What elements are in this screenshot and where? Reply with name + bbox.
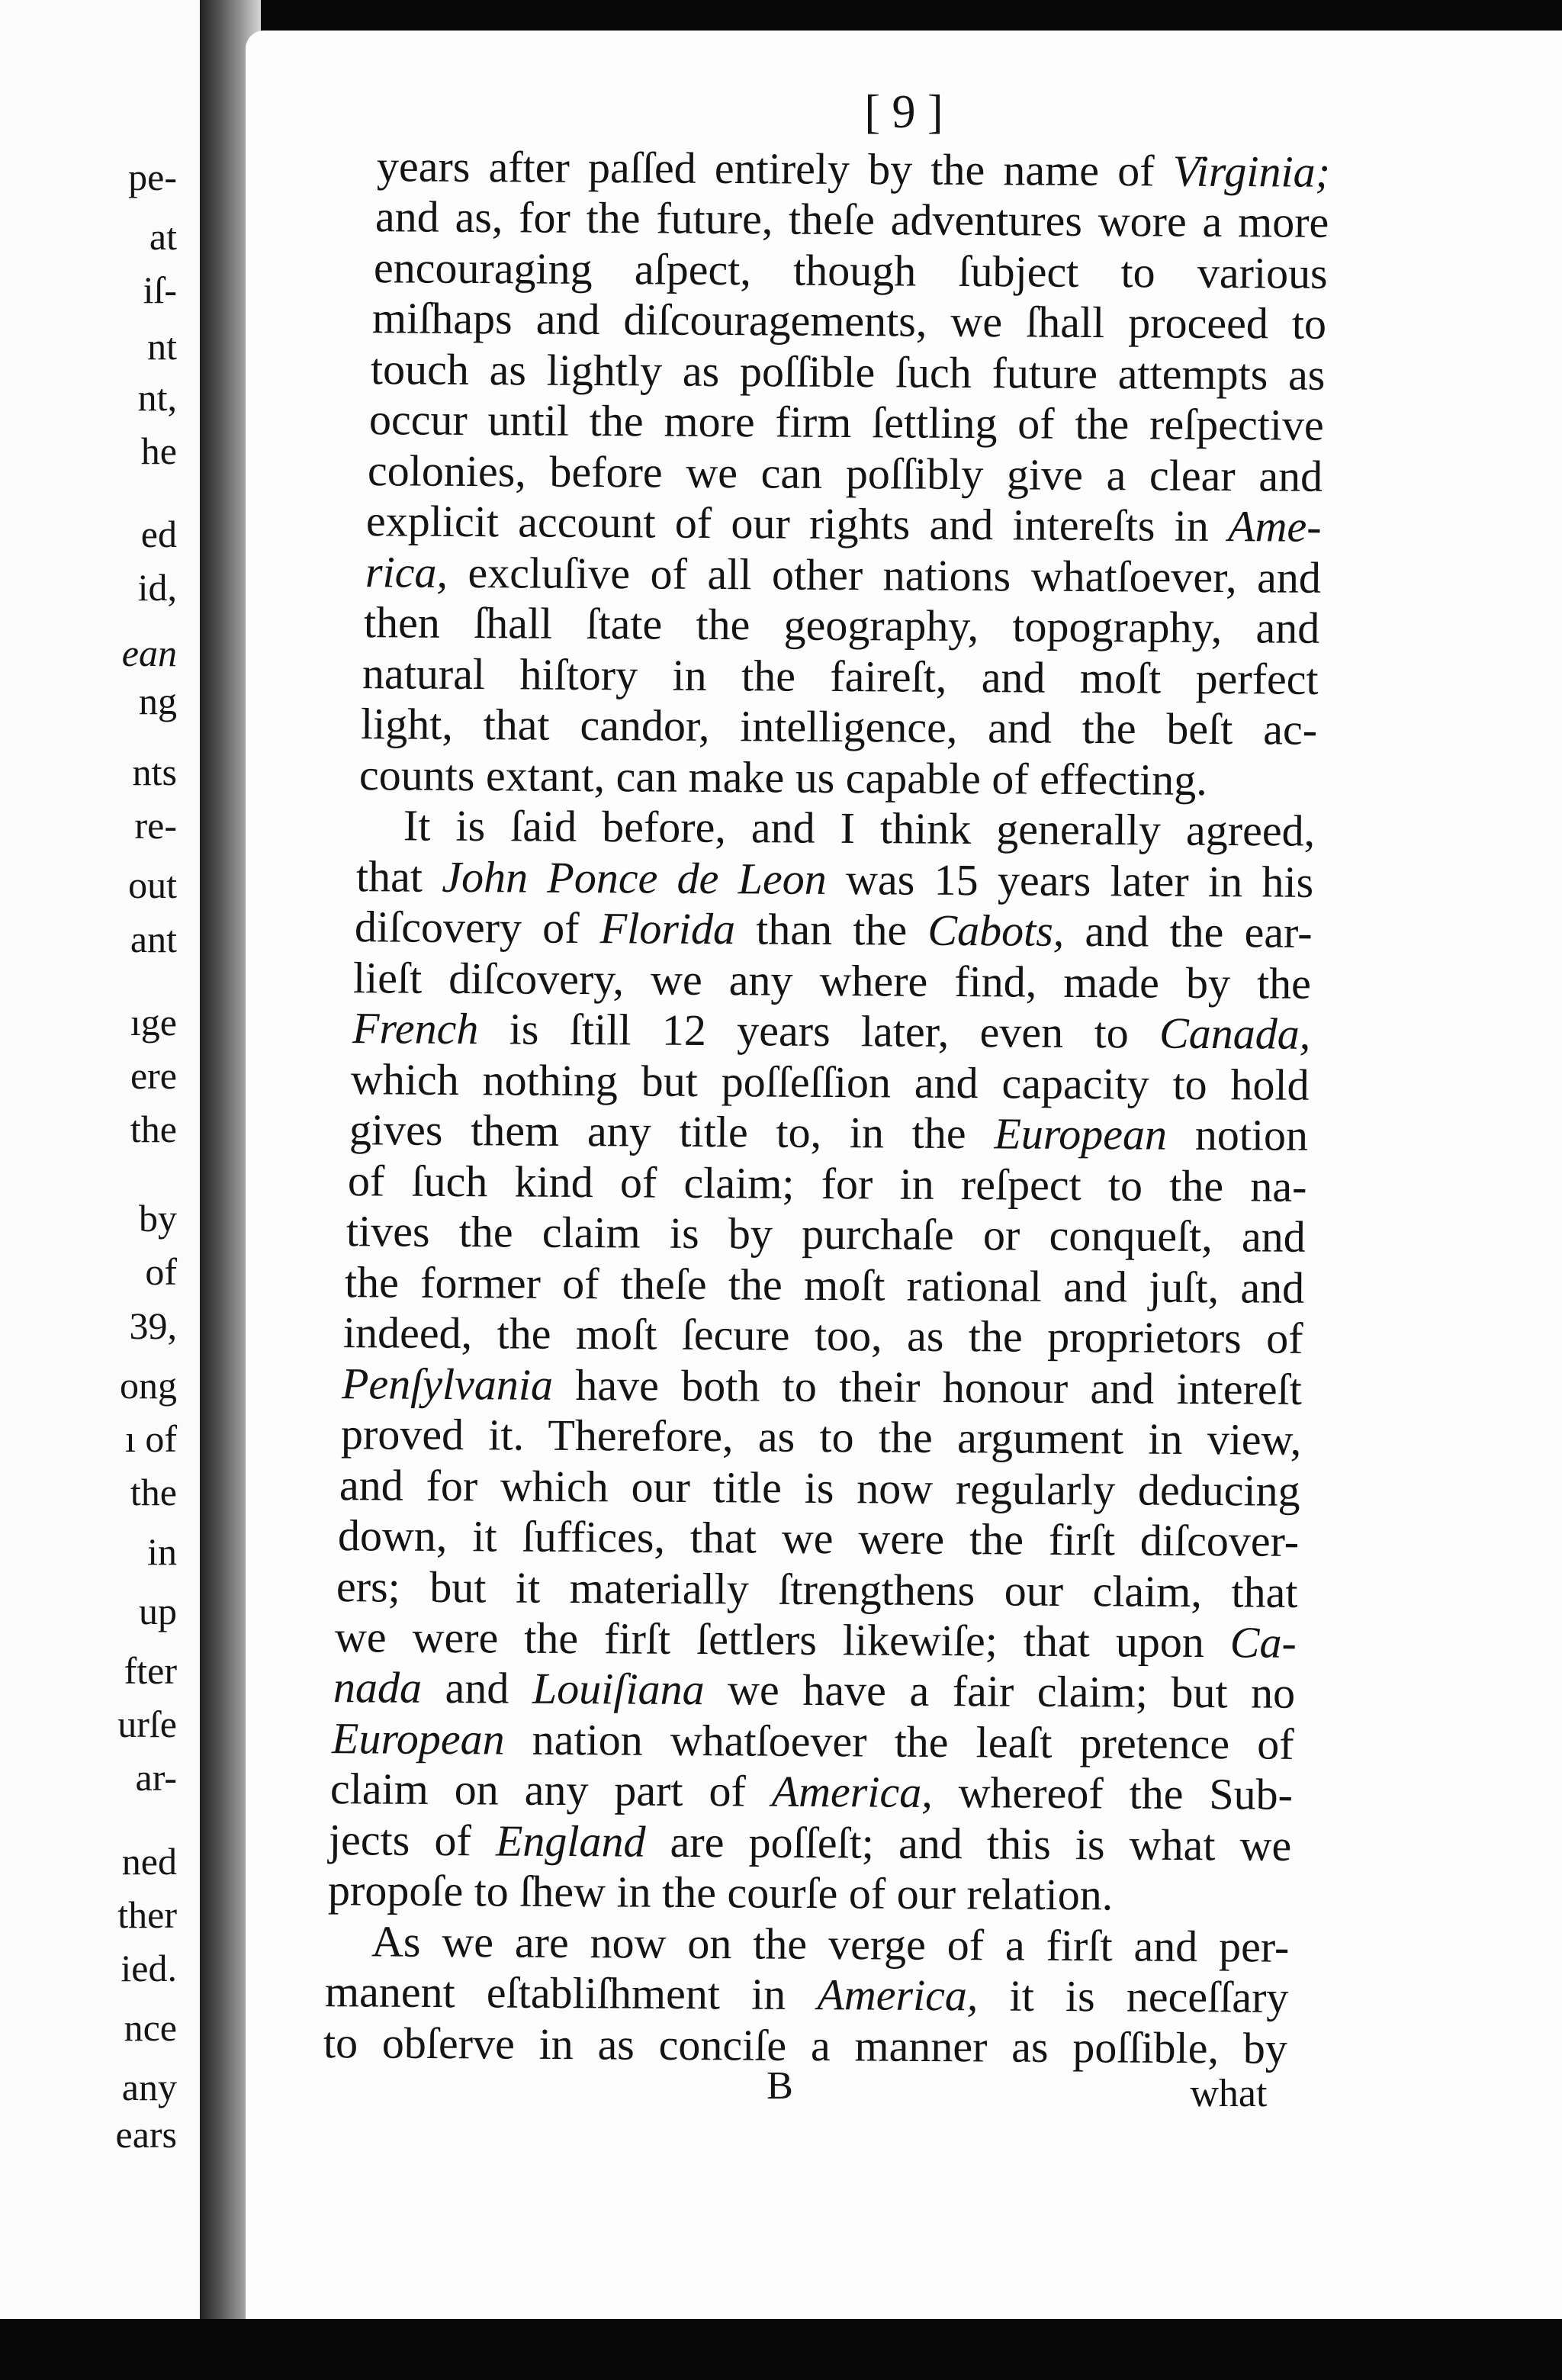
signature-mark: B bbox=[767, 2063, 793, 2108]
text-line: then ſhall ſtate the geography, topography, and bbox=[363, 597, 1320, 654]
text-line: lieſt diſcovery, we any where find, made by the bbox=[353, 952, 1312, 1008]
text-line: we were the firſt ſettlers likewiſe; that upon Ca- bbox=[334, 1612, 1297, 1668]
left-page-line: he bbox=[140, 429, 177, 472]
text-line: It is ſaid before, and I think generally agreed, bbox=[403, 800, 1316, 856]
text-line: As we are now on the verge of a firſt and per- bbox=[371, 1916, 1290, 1972]
left-page-line: id, bbox=[137, 566, 177, 609]
left-page-line: urſe bbox=[117, 1703, 177, 1746]
text-line: rica, excluſive of all other nations whatſoever, and bbox=[365, 546, 1321, 603]
left-page-line: nt bbox=[147, 324, 177, 368]
text-line: claim on any part of America, whereof the Sub- bbox=[330, 1764, 1294, 1820]
text-line: years after paſſed entirely by the name of Virginia; bbox=[376, 141, 1330, 197]
left-page-line: nt, bbox=[137, 375, 177, 419]
text-line: to obſerve in as conciſe a manner as poſſible, by bbox=[323, 2018, 1287, 2073]
book-page bbox=[246, 31, 1562, 2319]
left-page-line: any bbox=[121, 2066, 177, 2108]
text-line: and for which our title is now regularly deducing bbox=[339, 1459, 1300, 1516]
left-page-line: of bbox=[145, 1250, 177, 1294]
text-line: and as, for the future, theſe adventures wore a more bbox=[374, 191, 1329, 248]
left-page-line: 39, bbox=[129, 1304, 177, 1347]
text-line: colonies, before we can poſſibly give a clear and bbox=[368, 445, 1323, 501]
text-line: ers; but it materially ſtrengthens our claim, that bbox=[336, 1561, 1298, 1617]
left-page-line: ong bbox=[120, 1363, 177, 1407]
text-line: counts extant, can make us capable of effecting. bbox=[358, 749, 1207, 805]
left-page-line: ere bbox=[130, 1054, 177, 1097]
text-line: light, that candor, intelligence, and the beſt ac- bbox=[360, 699, 1318, 755]
text-line: down, it ſuffices, that we were the firſt diſcover- bbox=[337, 1510, 1300, 1566]
text-line: nada and Louiſiana we have a fair claim; but no bbox=[333, 1662, 1296, 1719]
left-page-line: ther bbox=[117, 1893, 177, 1936]
left-page-line: the bbox=[130, 1471, 177, 1513]
text-line: diſcovery of Florida than the Cabots, and the ear- bbox=[355, 902, 1313, 958]
text-line: which nothing but poſſeſſion and capacity to hold bbox=[350, 1053, 1310, 1110]
left-page-line: ean bbox=[121, 632, 177, 675]
left-page-line: the bbox=[130, 1108, 177, 1151]
left-page-line: in bbox=[147, 1530, 177, 1573]
text-line: that John Ponce de Leon was 15 years later in his bbox=[356, 851, 1314, 907]
scan-border bbox=[0, 2319, 1562, 2380]
page-number: [ 9 ] bbox=[864, 86, 943, 138]
text-line: proved it. Therefore, as to the argument in view, bbox=[340, 1409, 1302, 1465]
text-line: explicit account of our rights and intereſts in Ame- bbox=[366, 496, 1323, 552]
left-page-line: ned bbox=[121, 1839, 177, 1883]
left-page-line: at bbox=[149, 215, 177, 259]
text-line: gives them any title to, in the European notion bbox=[349, 1105, 1309, 1160]
left-page-line: ears bbox=[115, 2113, 177, 2156]
text-line: Penſylvania have both to their honour and intereſt bbox=[342, 1358, 1303, 1414]
left-page-line: fter bbox=[124, 1649, 177, 1692]
left-page-line: nts bbox=[132, 751, 177, 794]
left-page-line: ant bbox=[130, 917, 177, 960]
text-line: encouraging aſpect, though ſubject to various bbox=[373, 243, 1328, 298]
text-line: the former of theſe the moſt rational and juſt, and bbox=[344, 1256, 1305, 1313]
text-line: natural hiſtory in the faireſt, and moſt perfect bbox=[362, 648, 1319, 704]
text-line: jects of England are poſſeſt; and this is what we bbox=[329, 1815, 1292, 1870]
left-page-line: by bbox=[139, 1197, 177, 1240]
left-page-line: pe- bbox=[128, 156, 177, 199]
left-page-line: up bbox=[139, 1590, 177, 1632]
left-page-line: ıge bbox=[130, 1000, 177, 1044]
text-line: propoſe to ſhew in the courſe of our relation. bbox=[327, 1865, 1113, 1920]
left-page-line: ed bbox=[140, 513, 177, 556]
text-line: occur until the more firm ſettling of the reſpective bbox=[368, 394, 1325, 451]
text-line: tives the claim is by purchaſe or conqueſt, and bbox=[346, 1206, 1306, 1262]
catchword: what bbox=[1190, 2071, 1268, 2115]
text-line: indeed, the moſt ſecure too, as the proprietors of bbox=[343, 1307, 1304, 1363]
left-facing-page bbox=[0, 0, 207, 2319]
text-line: European nation whatſoever the leaſt pretence of bbox=[332, 1713, 1294, 1769]
left-page-line: re- bbox=[134, 804, 177, 847]
left-page-line: ı of bbox=[124, 1417, 177, 1460]
text-line: miſhaps and diſcouragements, we ſhall proceed to bbox=[371, 293, 1327, 349]
left-page-line: ng bbox=[139, 679, 177, 722]
text-line: French is ſtill 12 years later, even to Canada, bbox=[352, 1003, 1311, 1060]
left-page-line: nce bbox=[124, 2006, 177, 2049]
text-line: manent eſtabliſhment in America, it is neceſſary bbox=[324, 1967, 1289, 2023]
left-page-line: out bbox=[128, 864, 177, 907]
left-page-line: iſ- bbox=[143, 269, 177, 312]
text-line: touch as lightly as poſſible ſuch future attempts as bbox=[370, 344, 1326, 400]
text-line: of ſuch kind of claim; for in reſpect to the na- bbox=[347, 1155, 1307, 1211]
left-page-line: ied. bbox=[121, 1947, 177, 1989]
body-text bbox=[246, 31, 1562, 2319]
left-page-line: ar- bbox=[135, 1756, 177, 1799]
